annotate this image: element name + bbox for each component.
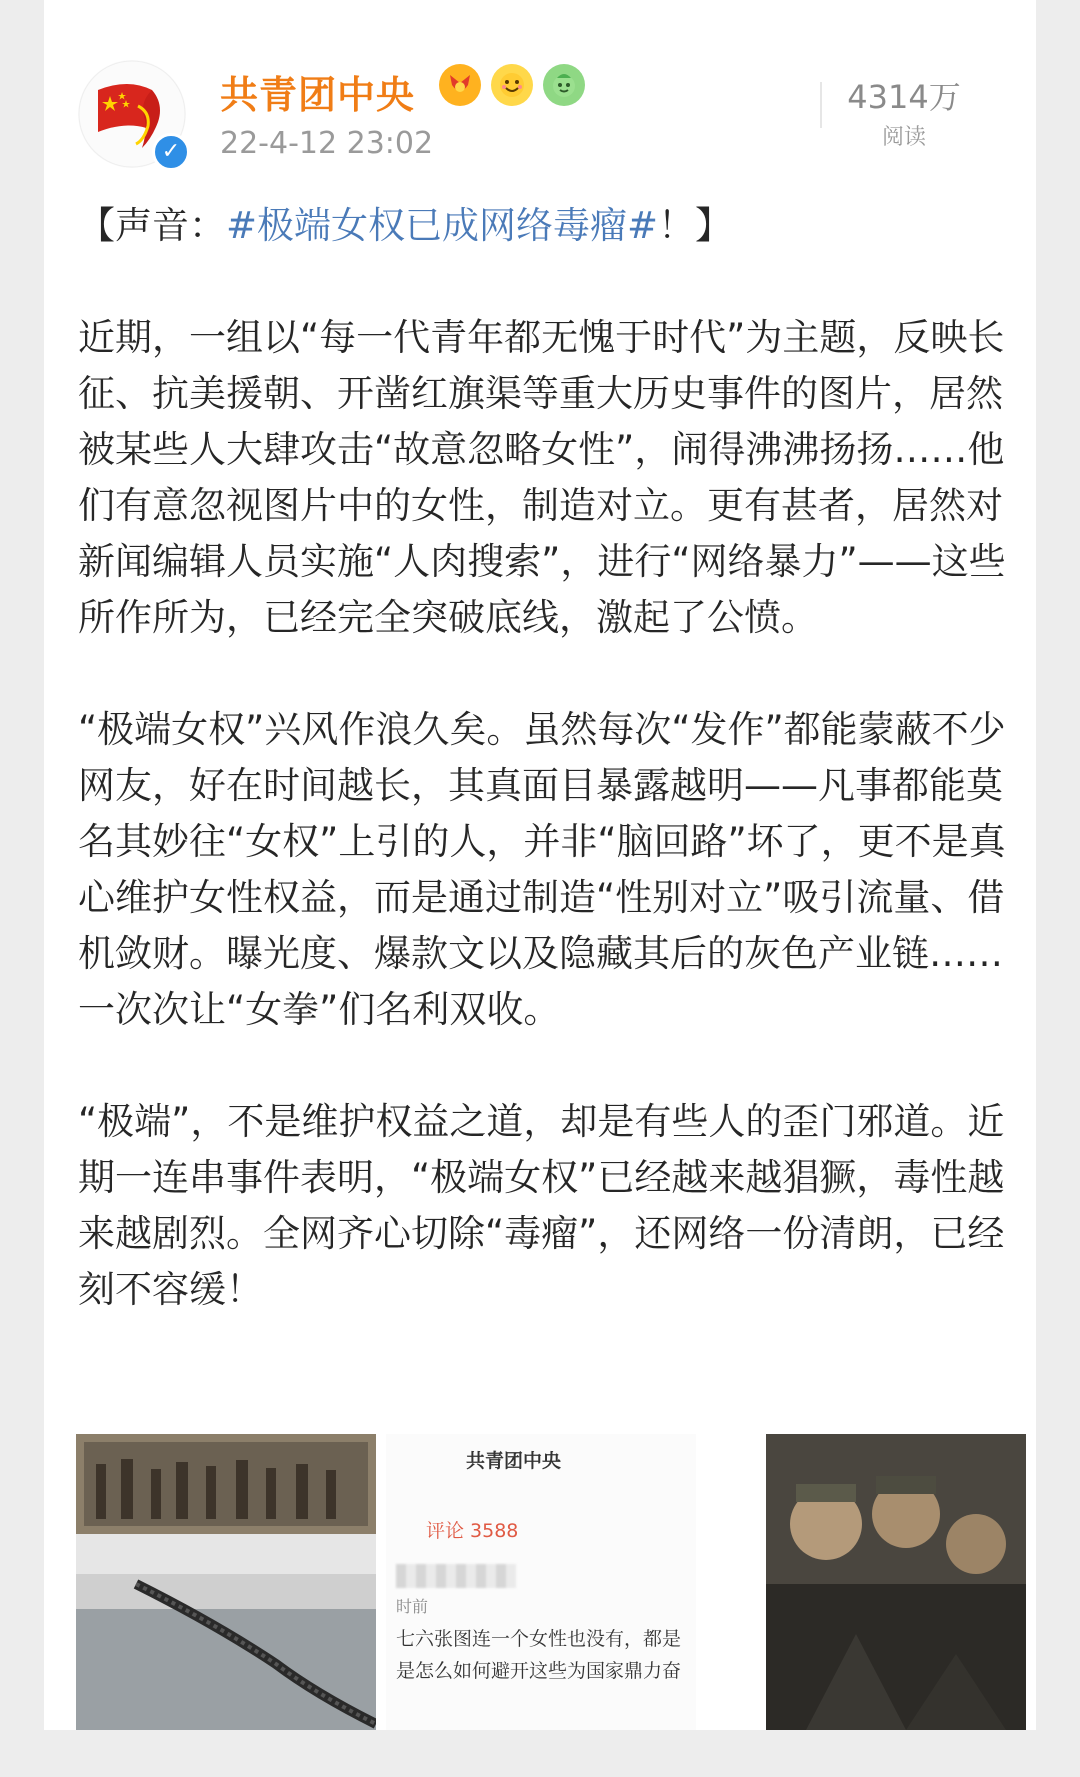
read-count-value: 4314万 (847, 78, 961, 116)
paragraph-2: “极端女权”兴风作浪久矣。虽然每次“发作”都能蒙蔽不少网友，好在时间越长，其真面目暴露越明——凡事都能莫名其妙往“女权”上引的人，并非“脑回路”坏了，更不是真心维护女性权益，而是通过制造“性别对立”吸引流量、借机敛财。曝光度、爆款文以及隐藏其后的灰色产业链……一次次让“女拳”们名利双收。 (78, 708, 1006, 1031)
blurred-username (396, 1564, 516, 1588)
medal-icon[interactable] (439, 64, 481, 106)
post-header (44, 0, 1036, 190)
post-title (78, 198, 1018, 254)
post-body (78, 198, 1018, 1374)
verified-badge-icon: ✓ (152, 133, 190, 171)
screenshot-comment-line-1: 七六张图连一个女性也没有，都是 (396, 1628, 682, 1650)
title-prefix: 【声音： (78, 204, 226, 247)
screenshot-comment-line-2: 是怎么如何避开这些为国家鼎力奋 (396, 1660, 682, 1682)
post-image-grid (76, 1434, 1004, 1730)
username[interactable]: 共青团中央 (220, 73, 416, 117)
painting-photo-icon (766, 1434, 1026, 1730)
post-timestamp: 22-4-12 23:02 (220, 126, 434, 161)
post-image-3[interactable] (766, 1434, 1026, 1730)
post-image-1[interactable] (76, 1434, 376, 1730)
post-image-2-screenshot[interactable] (386, 1434, 696, 1730)
emoji-badge-icon[interactable] (491, 64, 533, 106)
header-divider (820, 82, 822, 128)
screenshot-time: 时前 (396, 1597, 429, 1616)
hashtag-link[interactable]: #极端女权已成网络毒瘤# (226, 204, 659, 247)
paragraph-3: “极端”，不是维护权益之道，却是有些人的歪门邪道。近期一连串事件表明，“极端女权”已经越来越猖獗，毒性越来越剧烈。全网齐心切除“毒瘤”，还网络一份清朗，已经刻不容缓！ (78, 1100, 1005, 1311)
read-count-label: 阅读 (881, 125, 926, 150)
screenshot-comment-count: 评论 3588 (426, 1520, 519, 1542)
historical-photo-icon (76, 1434, 376, 1730)
title-suffix: ！】 (658, 204, 733, 247)
mascot-badge-icon[interactable] (543, 64, 585, 106)
paragraph-1: 近期，一组以“每一代青年都无愧于时代”为主题，反映长征、抗美援朝、开凿红旗渠等重大历史事件的图片，居然被某些人大肆攻击“故意忽略女性”，闹得沸沸扬扬……他们有意忽视图片中的女性，制造对立。更有甚者，居然对新闻编辑人员实施“人肉搜索”，进行“网络暴力”——这些所作所为，已经完全突破底线，激起了公愤。 (78, 316, 1006, 639)
user-badges (439, 64, 585, 106)
weibo-post-card (44, 0, 1036, 1730)
screenshot-account-name: 共青团中央 (466, 1450, 562, 1472)
read-count (844, 72, 964, 151)
